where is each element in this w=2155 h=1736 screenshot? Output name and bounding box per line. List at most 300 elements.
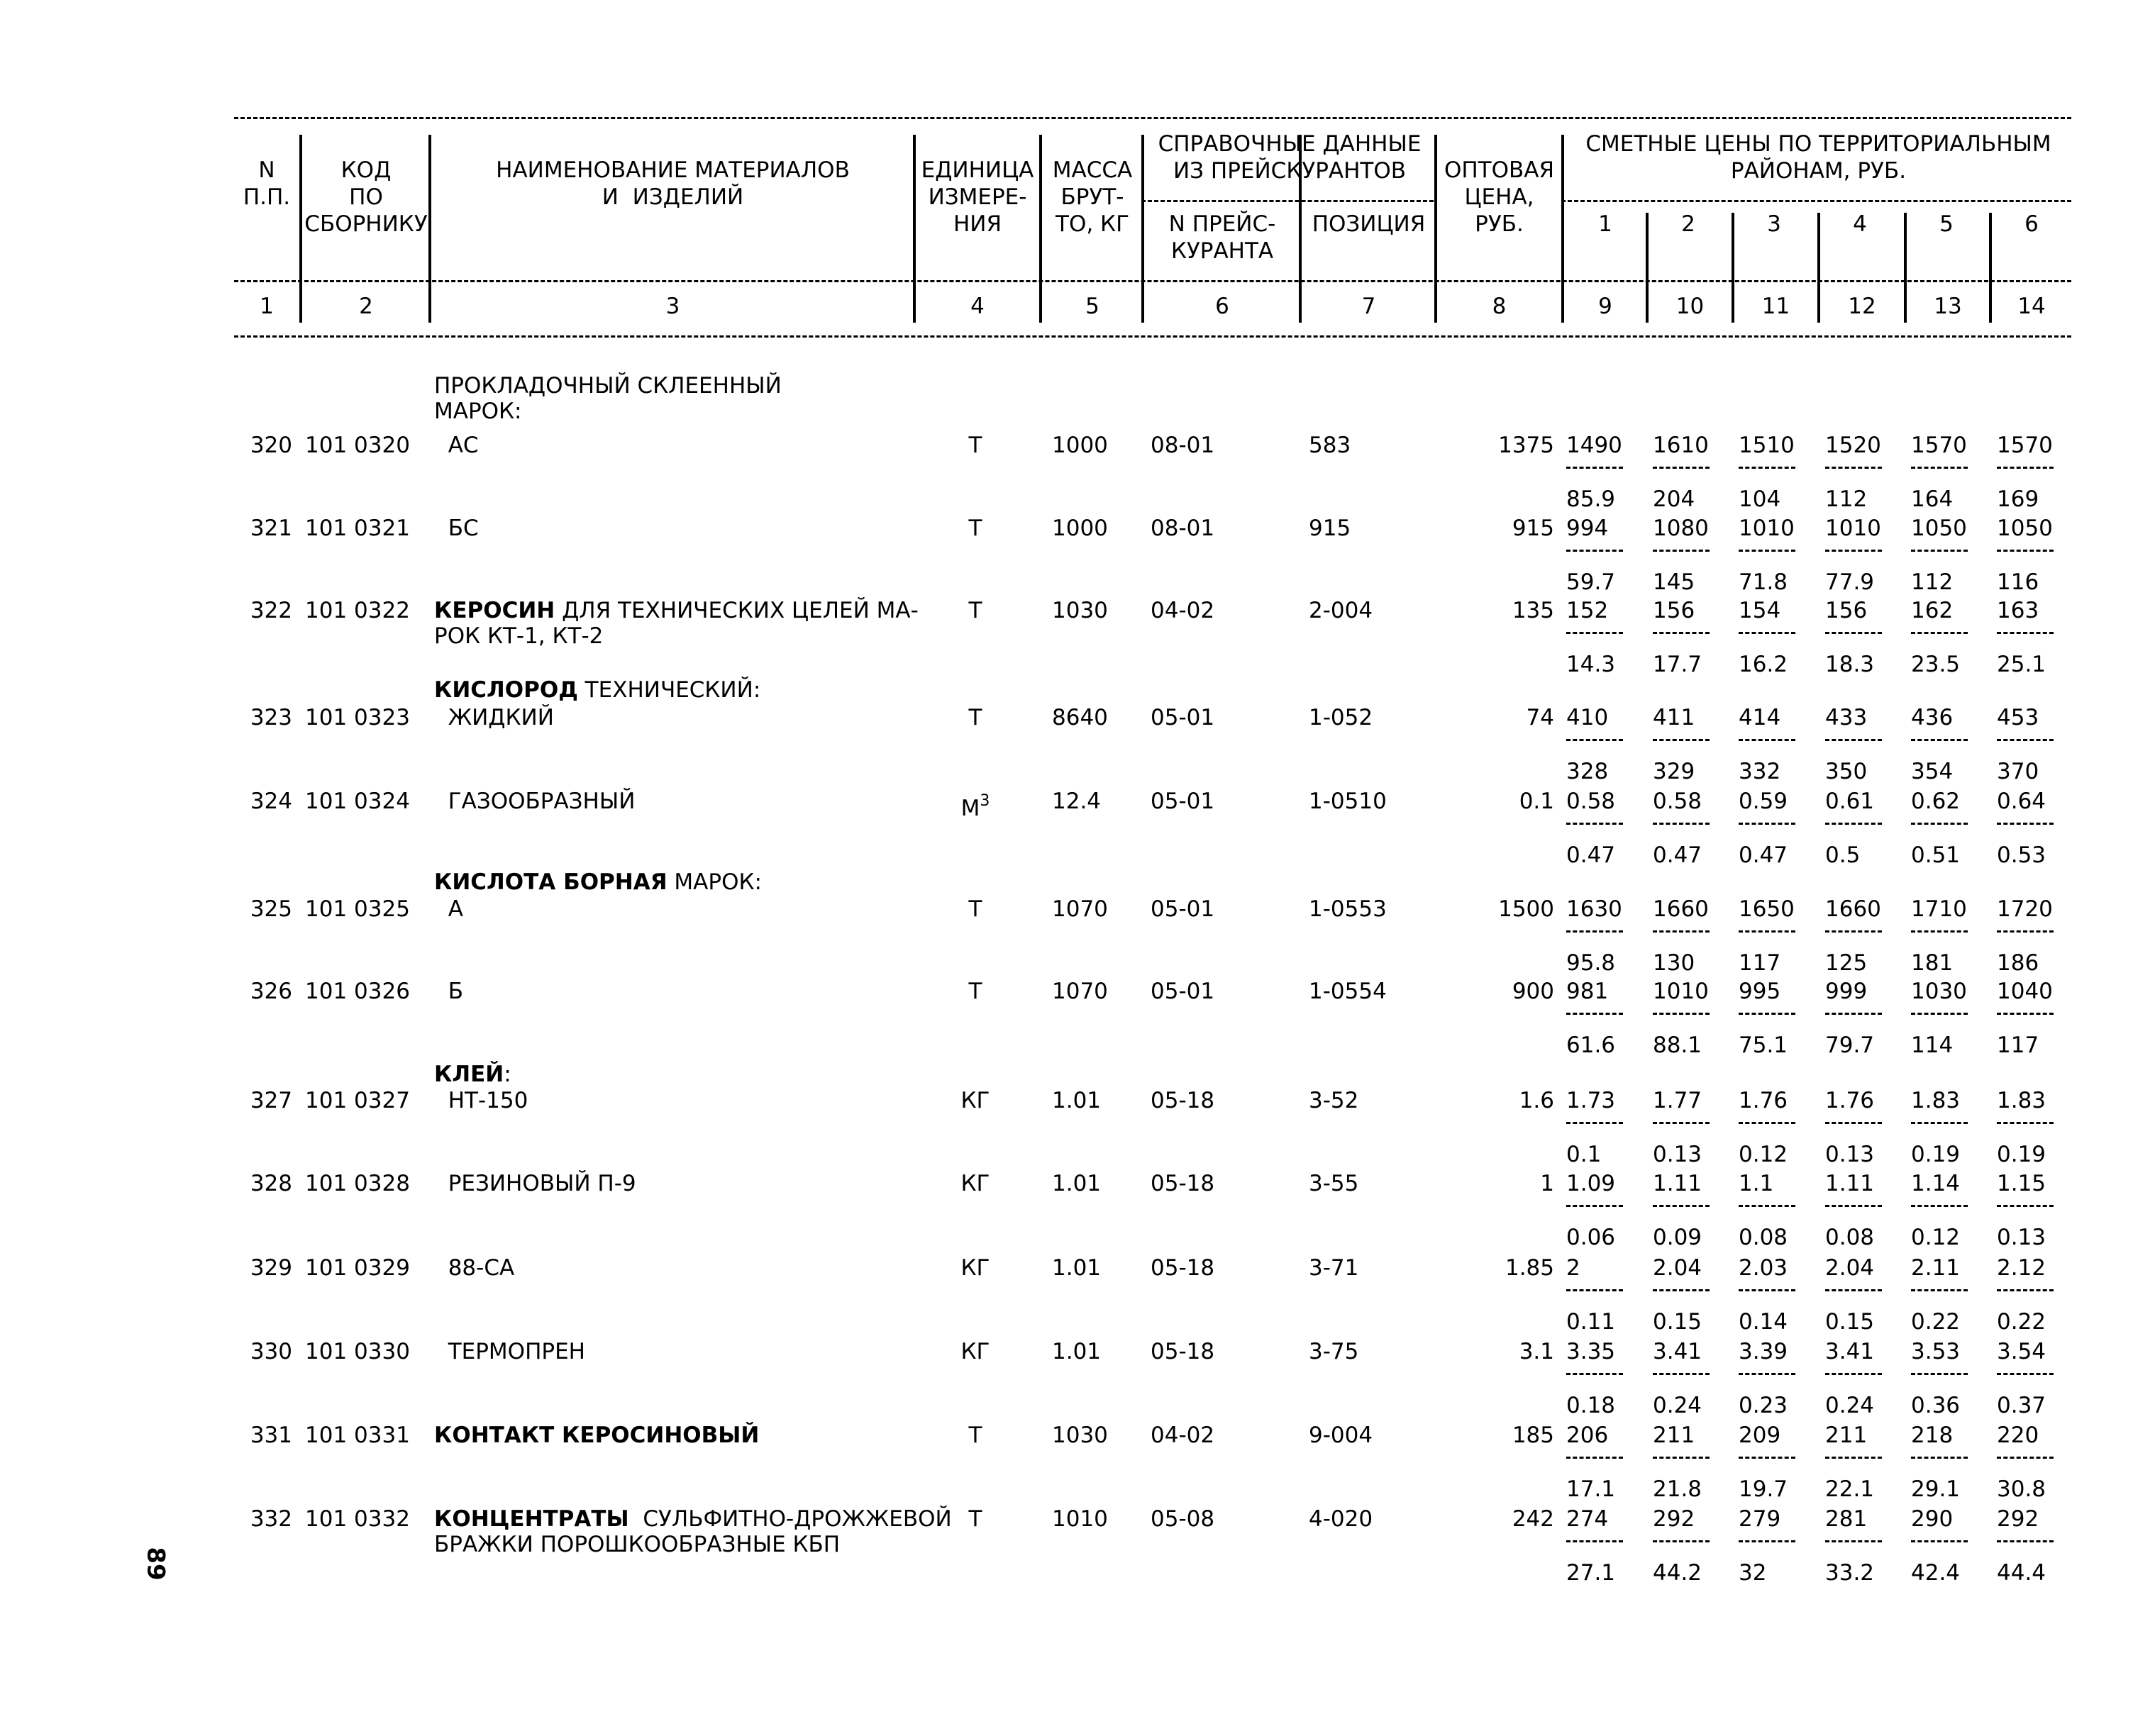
header-unit: ИЗМЕРЕ- — [928, 184, 1027, 210]
region-transport-4: 350 — [1825, 759, 1868, 784]
row-name-text: РЕЗИНОВЫЙ П-9 — [434, 1171, 636, 1196]
region-price-1: 994 — [1566, 516, 1609, 541]
region-transport-2: 0.13 — [1653, 1142, 1702, 1167]
fraction-bar — [1825, 1457, 1882, 1459]
region-price-4: 2.04 — [1825, 1255, 1875, 1281]
region-transport-6: 186 — [1997, 950, 2039, 976]
fraction-bar — [1739, 1457, 1795, 1459]
row-position: 915 — [1309, 516, 1351, 541]
row-pricelist: 05-01 — [1151, 896, 1215, 922]
row-unit: КГ — [960, 1171, 990, 1196]
fraction-bar — [1566, 1289, 1623, 1291]
region-price-6: 1720 — [1997, 896, 2053, 922]
region-price-5: 3.53 — [1911, 1339, 1961, 1364]
fraction-bar — [1653, 467, 1710, 469]
row-wholesale-price: 74 — [1526, 705, 1554, 730]
column-number-9: 9 — [1598, 294, 1612, 319]
row-mass: 1010 — [1052, 1506, 1108, 1532]
region-price-6: 292 — [1997, 1506, 2039, 1532]
region-transport-2: 0.15 — [1653, 1309, 1702, 1335]
row-number: 330 — [250, 1339, 292, 1364]
region-price-3: 3.39 — [1739, 1339, 1788, 1364]
row-name-text: 88-СА — [434, 1255, 515, 1281]
row-name-text: Б — [434, 979, 463, 1004]
row-position: 583 — [1309, 433, 1351, 458]
header-region-3: 3 — [1767, 211, 1781, 237]
region-transport-1: 61.6 — [1566, 1033, 1616, 1058]
region-price-6: 1050 — [1997, 516, 2053, 541]
region-transport-1: 0.1 — [1566, 1142, 1602, 1167]
row-name — [434, 1339, 945, 1364]
region-price-6: 163 — [1997, 598, 2039, 623]
region-price-4: 211 — [1825, 1423, 1868, 1448]
region-price-4: 156 — [1825, 598, 1868, 623]
region-transport-6: 25.1 — [1997, 652, 2046, 677]
region-transport-1: 59.7 — [1566, 569, 1616, 595]
header-row-number: N — [258, 157, 275, 183]
fraction-bar — [1739, 550, 1795, 552]
row-wholesale-price: 1375 — [1498, 433, 1554, 458]
region-price-2: 1.11 — [1653, 1171, 1702, 1196]
region-price-2: 156 — [1653, 598, 1695, 623]
row-unit: Т — [968, 1423, 982, 1448]
region-transport-4: 0.13 — [1825, 1142, 1875, 1167]
row-number: 325 — [250, 896, 292, 922]
fraction-bar — [1911, 1013, 1968, 1015]
region-transport-6: 0.37 — [1997, 1393, 2046, 1418]
column-separator — [1299, 213, 1302, 323]
region-price-5: 1710 — [1911, 896, 1967, 922]
colnum-rule — [234, 280, 2071, 282]
row-code: 101 0325 — [305, 896, 410, 922]
row-mass: 8640 — [1052, 705, 1108, 730]
row-wholesale-price: 900 — [1512, 979, 1554, 1004]
region-transport-1: 85.9 — [1566, 486, 1616, 512]
fraction-bar — [1825, 550, 1882, 552]
region-transport-6: 117 — [1997, 1033, 2039, 1058]
fraction-bar — [1566, 1373, 1623, 1375]
region-transport-4: 22.1 — [1825, 1476, 1875, 1502]
fraction-bar — [1825, 930, 1882, 933]
fraction-bar — [1739, 632, 1795, 634]
fraction-bar — [1739, 739, 1795, 741]
fraction-bar — [1653, 739, 1710, 741]
row-wholesale-price: 0.1 — [1519, 789, 1554, 814]
column-number-7: 7 — [1361, 294, 1376, 319]
column-separator — [1039, 135, 1042, 323]
column-number-10: 10 — [1675, 294, 1705, 319]
fraction-bar — [1653, 1013, 1710, 1015]
region-price-1: 410 — [1566, 705, 1609, 730]
page-number: 89 — [141, 1547, 170, 1581]
region-price-6: 1040 — [1997, 979, 2053, 1004]
row-name-text: ЖИДКИЙ — [434, 705, 554, 730]
fraction-bar — [1997, 1122, 2054, 1124]
region-transport-4: 0.15 — [1825, 1309, 1875, 1335]
region-price-5: 1.83 — [1911, 1088, 1961, 1113]
row-pricelist: 08-01 — [1151, 433, 1215, 458]
region-transport-3: 0.23 — [1739, 1393, 1788, 1418]
region-price-1: 274 — [1566, 1506, 1609, 1532]
row-position: 3-55 — [1309, 1171, 1359, 1196]
fraction-bar — [1911, 823, 1968, 825]
row-name-bold: КОНЦЕНТРАТЫ — [434, 1506, 629, 1532]
region-transport-4: 0.5 — [1825, 842, 1861, 868]
region-price-6: 1.15 — [1997, 1171, 2046, 1196]
fraction-bar — [1566, 1122, 1623, 1124]
row-unit: Т — [968, 1506, 982, 1532]
row-code: 101 0321 — [305, 516, 410, 541]
region-price-3: 0.59 — [1739, 789, 1788, 814]
row-name — [434, 979, 945, 1004]
region-price-4: 3.41 — [1825, 1339, 1875, 1364]
ref-group-rule — [1141, 200, 1434, 202]
row-number: 326 — [250, 979, 292, 1004]
fraction-bar — [1997, 930, 2054, 933]
row-pricelist: 05-01 — [1151, 789, 1215, 814]
fraction-bar — [1653, 823, 1710, 825]
region-transport-1: 0.47 — [1566, 842, 1616, 868]
region-transport-5: 23.5 — [1911, 652, 1961, 677]
region-transport-5: 114 — [1911, 1033, 1954, 1058]
region-price-5: 290 — [1911, 1506, 1954, 1532]
region-transport-4: 79.7 — [1825, 1033, 1875, 1058]
header-wholesale-price: ОПТОВАЯ — [1444, 157, 1555, 183]
fraction-bar — [1911, 467, 1968, 469]
group-header-gasket-text: ПРОКЛАДОЧНЫЙ СКЛЕЕННЫЙ МАРОК: — [434, 373, 782, 424]
row-pricelist: 05-18 — [1151, 1171, 1215, 1196]
region-transport-2: 88.1 — [1653, 1033, 1702, 1058]
fraction-bar — [1825, 1013, 1882, 1015]
row-number: 332 — [250, 1506, 292, 1532]
row-unit: КГ — [960, 1339, 990, 1364]
row-mass: 1030 — [1052, 1423, 1108, 1448]
region-price-1: 1490 — [1566, 433, 1622, 458]
row-name — [434, 789, 945, 814]
region-transport-5: 112 — [1911, 569, 1954, 595]
region-transport-6: 44.4 — [1997, 1560, 2046, 1586]
region-price-3: 1.76 — [1739, 1088, 1788, 1113]
fraction-bar — [1653, 930, 1710, 933]
fraction-bar — [1566, 632, 1623, 634]
fraction-bar — [1911, 632, 1968, 634]
header-region-6: 6 — [2024, 211, 2039, 237]
header-price-group: СМЕТНЫЕ ЦЕНЫ ПО ТЕРРИТОРИАЛЬНЫМ — [1585, 131, 2051, 157]
row-number: 321 — [250, 516, 292, 541]
region-transport-1: 0.11 — [1566, 1309, 1616, 1335]
row-pricelist: 05-01 — [1151, 705, 1215, 730]
group-header-oxygen-text: ТЕХНИЧЕСКИЙ: — [577, 677, 761, 703]
header-code: КОД — [340, 157, 392, 183]
region-transport-2: 204 — [1653, 486, 1695, 512]
region-price-2: 1.77 — [1653, 1088, 1702, 1113]
region-transport-4: 112 — [1825, 486, 1868, 512]
region-price-5: 1.14 — [1911, 1171, 1961, 1196]
region-transport-5: 29.1 — [1911, 1476, 1961, 1502]
row-name — [434, 1423, 945, 1448]
fraction-bar — [1911, 1540, 1968, 1542]
fraction-bar — [1825, 632, 1882, 634]
region-price-6: 3.54 — [1997, 1339, 2046, 1364]
region-price-2: 3.41 — [1653, 1339, 1702, 1364]
fraction-bar — [1653, 550, 1710, 552]
region-price-5: 436 — [1911, 705, 1954, 730]
column-number-8: 8 — [1492, 294, 1507, 319]
region-price-3: 1.1 — [1739, 1171, 1774, 1196]
region-transport-1: 0.18 — [1566, 1393, 1616, 1418]
region-transport-4: 0.24 — [1825, 1393, 1875, 1418]
row-unit: Т — [968, 705, 982, 730]
region-transport-1: 0.06 — [1566, 1225, 1616, 1250]
column-number-11: 11 — [1761, 294, 1790, 319]
row-name-text: НТ-150 — [434, 1088, 528, 1113]
row-name — [434, 516, 945, 541]
header-unit: НИЯ — [953, 211, 1002, 237]
region-transport-6: 0.53 — [1997, 842, 2046, 868]
region-price-5: 1050 — [1911, 516, 1967, 541]
row-wholesale-price: 242 — [1512, 1506, 1554, 1532]
region-price-1: 1.73 — [1566, 1088, 1616, 1113]
row-mass: 12.4 — [1052, 789, 1102, 814]
region-price-3: 2.03 — [1739, 1255, 1788, 1281]
header-region-5: 5 — [1939, 211, 1954, 237]
region-transport-6: 0.22 — [1997, 1309, 2046, 1335]
region-price-5: 1030 — [1911, 979, 1967, 1004]
fraction-bar — [1825, 823, 1882, 825]
region-price-3: 279 — [1739, 1506, 1781, 1532]
column-number-12: 12 — [1848, 294, 1876, 319]
region-price-3: 154 — [1739, 598, 1781, 623]
region-transport-2: 130 — [1653, 950, 1695, 976]
row-name — [434, 598, 945, 649]
row-wholesale-price: 915 — [1512, 516, 1554, 541]
row-position: 1-0554 — [1309, 979, 1387, 1004]
column-separator — [1561, 135, 1564, 323]
header-pricelist-number: N ПРЕЙС- — [1168, 211, 1276, 237]
region-transport-5: 0.36 — [1911, 1393, 1961, 1418]
region-price-3: 1010 — [1739, 516, 1795, 541]
row-name-text: ТЕРМОПРЕН — [434, 1339, 585, 1364]
row-wholesale-price: 1500 — [1498, 896, 1554, 922]
region-transport-3: 0.47 — [1739, 842, 1788, 868]
column-separator — [428, 135, 431, 323]
fraction-bar — [1997, 1205, 2054, 1207]
row-position: 1-0510 — [1309, 789, 1387, 814]
row-code: 101 0326 — [305, 979, 410, 1004]
region-transport-2: 21.8 — [1653, 1476, 1702, 1502]
header-reference-group: ИЗ ПРЕЙСКУРАНТОВ — [1173, 158, 1407, 184]
region-transport-2: 0.47 — [1653, 842, 1702, 868]
column-separator — [1141, 135, 1144, 323]
header-wholesale-price: РУБ. — [1475, 211, 1524, 237]
region-price-4: 281 — [1825, 1506, 1868, 1532]
region-transport-3: 19.7 — [1739, 1476, 1788, 1502]
group-header-boric-acid-bold: КИСЛОТА БОРНАЯ — [434, 869, 667, 895]
region-price-4: 1660 — [1825, 896, 1881, 922]
fraction-bar — [1911, 1205, 1968, 1207]
row-wholesale-price: 3.1 — [1519, 1339, 1554, 1364]
header-position: ПОЗИЦИЯ — [1312, 211, 1426, 237]
region-transport-6: 169 — [1997, 486, 2039, 512]
region-transport-3: 0.14 — [1739, 1309, 1788, 1335]
region-transport-2: 0.09 — [1653, 1225, 1702, 1250]
region-transport-3: 16.2 — [1739, 652, 1788, 677]
fraction-bar — [1997, 1457, 2054, 1459]
region-price-1: 0.58 — [1566, 789, 1616, 814]
header-mass: БРУТ- — [1060, 184, 1124, 210]
row-number: 323 — [250, 705, 292, 730]
region-transport-5: 354 — [1911, 759, 1954, 784]
region-transport-2: 329 — [1653, 759, 1695, 784]
row-pricelist: 08-01 — [1151, 516, 1215, 541]
region-price-1: 2 — [1566, 1255, 1580, 1281]
fraction-bar — [1825, 739, 1882, 741]
fraction-bar — [1566, 1205, 1623, 1207]
row-code: 101 0330 — [305, 1339, 410, 1364]
header-unit: ЕДИНИЦА — [921, 157, 1034, 183]
region-price-4: 1.11 — [1825, 1171, 1875, 1196]
row-mass: 1030 — [1052, 598, 1108, 623]
fraction-bar — [1997, 467, 2054, 469]
row-pricelist: 04-02 — [1151, 598, 1215, 623]
fraction-bar — [1911, 1457, 1968, 1459]
fraction-bar — [1997, 632, 2054, 634]
region-price-5: 218 — [1911, 1423, 1954, 1448]
header-name: НАИМЕНОВАНИЕ МАТЕРИАЛОВ — [496, 157, 850, 183]
fraction-bar — [1653, 1540, 1710, 1542]
header-mass: ТО, КГ — [1056, 211, 1129, 237]
region-transport-3: 32 — [1739, 1560, 1767, 1586]
region-transport-3: 71.8 — [1739, 569, 1788, 595]
row-pricelist: 05-18 — [1151, 1255, 1215, 1281]
fraction-bar — [1997, 1289, 2054, 1291]
region-price-2: 1010 — [1653, 979, 1709, 1004]
region-price-2: 0.58 — [1653, 789, 1702, 814]
group-header-glue — [434, 1062, 945, 1087]
row-name-text: БС — [434, 516, 479, 541]
group-header-gasket — [434, 373, 945, 424]
row-code: 101 0328 — [305, 1171, 410, 1196]
row-pricelist: 05-08 — [1151, 1506, 1215, 1532]
fraction-bar — [1911, 930, 1968, 933]
column-number-3: 3 — [665, 294, 680, 319]
region-price-4: 433 — [1825, 705, 1868, 730]
fraction-bar — [1739, 467, 1795, 469]
region-transport-5: 164 — [1911, 486, 1954, 512]
region-transport-2: 17.7 — [1653, 652, 1702, 677]
row-pricelist: 04-02 — [1151, 1423, 1215, 1448]
row-unit: Т — [968, 516, 982, 541]
fraction-bar — [1566, 550, 1623, 552]
region-price-6: 2.12 — [1997, 1255, 2046, 1281]
region-price-4: 1.76 — [1825, 1088, 1875, 1113]
row-name-text: СУЛЬФИТНО-ДРОЖЖЕВОЙ БРАЖКИ ПОРОШКООБРАЗНЫЕ КБП — [434, 1506, 952, 1557]
row-code: 101 0327 — [305, 1088, 410, 1113]
region-transport-5: 0.22 — [1911, 1309, 1961, 1335]
row-number: 328 — [250, 1171, 292, 1196]
table-top-rule — [234, 117, 2071, 119]
group-header-oxygen-bold: КИСЛОРОД — [434, 677, 578, 703]
fraction-bar — [1653, 1373, 1710, 1375]
row-name-text: ГАЗООБРАЗНЫЙ — [434, 789, 636, 814]
row-wholesale-price: 1 — [1540, 1171, 1554, 1196]
group-header-glue-text: : — [504, 1062, 511, 1087]
row-pricelist: 05-01 — [1151, 979, 1215, 1004]
row-unit: Т — [968, 979, 982, 1004]
region-price-2: 2.04 — [1653, 1255, 1702, 1281]
fraction-bar — [1911, 739, 1968, 741]
region-transport-6: 0.13 — [1997, 1225, 2046, 1250]
fraction-bar — [1739, 1013, 1795, 1015]
group-header-glue-bold: КЛЕЙ — [434, 1062, 504, 1087]
row-mass: 1.01 — [1052, 1255, 1102, 1281]
row-code: 101 0329 — [305, 1255, 410, 1281]
row-name — [434, 705, 945, 730]
region-transport-5: 181 — [1911, 950, 1954, 976]
region-transport-1: 14.3 — [1566, 652, 1616, 677]
region-transport-3: 75.1 — [1739, 1033, 1788, 1058]
row-position: 1-052 — [1309, 705, 1373, 730]
row-wholesale-price: 1.6 — [1519, 1088, 1554, 1113]
region-transport-4: 0.08 — [1825, 1225, 1875, 1250]
region-transport-6: 0.19 — [1997, 1142, 2046, 1167]
row-code: 101 0320 — [305, 433, 410, 458]
fraction-bar — [1739, 823, 1795, 825]
row-number: 322 — [250, 598, 292, 623]
row-mass: 1.01 — [1052, 1088, 1102, 1113]
row-position: 3-71 — [1309, 1255, 1359, 1281]
region-price-1: 1.09 — [1566, 1171, 1616, 1196]
fraction-bar — [1911, 550, 1968, 552]
region-transport-4: 18.3 — [1825, 652, 1875, 677]
column-number-6: 6 — [1215, 294, 1229, 319]
row-position: 4-020 — [1309, 1506, 1373, 1532]
fraction-bar — [1739, 1122, 1795, 1124]
region-transport-5: 0.19 — [1911, 1142, 1961, 1167]
row-name — [434, 433, 945, 458]
row-mass: 1.01 — [1052, 1171, 1102, 1196]
region-price-3: 995 — [1739, 979, 1781, 1004]
region-price-6: 0.64 — [1997, 789, 2046, 814]
fraction-bar — [1653, 1205, 1710, 1207]
row-name — [434, 1088, 945, 1113]
row-mass: 1000 — [1052, 516, 1108, 541]
fraction-bar — [1911, 1122, 1968, 1124]
region-price-2: 411 — [1653, 705, 1695, 730]
region-transport-4: 33.2 — [1825, 1560, 1875, 1586]
column-separator — [299, 135, 302, 323]
header-name: И ИЗДЕЛИЙ — [602, 184, 744, 210]
row-name-text: АС — [434, 433, 479, 458]
row-name-text: ДЛЯ ТЕХНИЧЕСКИХ ЦЕЛЕЙ МА- РОК КТ-1, КТ-2 — [434, 598, 919, 649]
region-price-2: 211 — [1653, 1423, 1695, 1448]
fraction-bar — [1739, 1373, 1795, 1375]
row-name — [434, 1171, 945, 1196]
region-price-5: 1570 — [1911, 433, 1967, 458]
column-number-5: 5 — [1085, 294, 1099, 319]
row-number: 331 — [250, 1423, 292, 1448]
row-code: 101 0323 — [305, 705, 410, 730]
row-wholesale-price: 1.85 — [1505, 1255, 1554, 1281]
fraction-bar — [1997, 739, 2054, 741]
fraction-bar — [1566, 739, 1623, 741]
group-header-boric-acid-text: МАРОК: — [667, 869, 762, 895]
row-name-bold: КОНТАКТ КЕРОСИНОВЫЙ — [434, 1423, 760, 1448]
row-unit: Т — [968, 598, 982, 623]
column-number-4: 4 — [970, 294, 985, 319]
header-code: ПО — [349, 184, 383, 210]
fraction-bar — [1825, 467, 1882, 469]
